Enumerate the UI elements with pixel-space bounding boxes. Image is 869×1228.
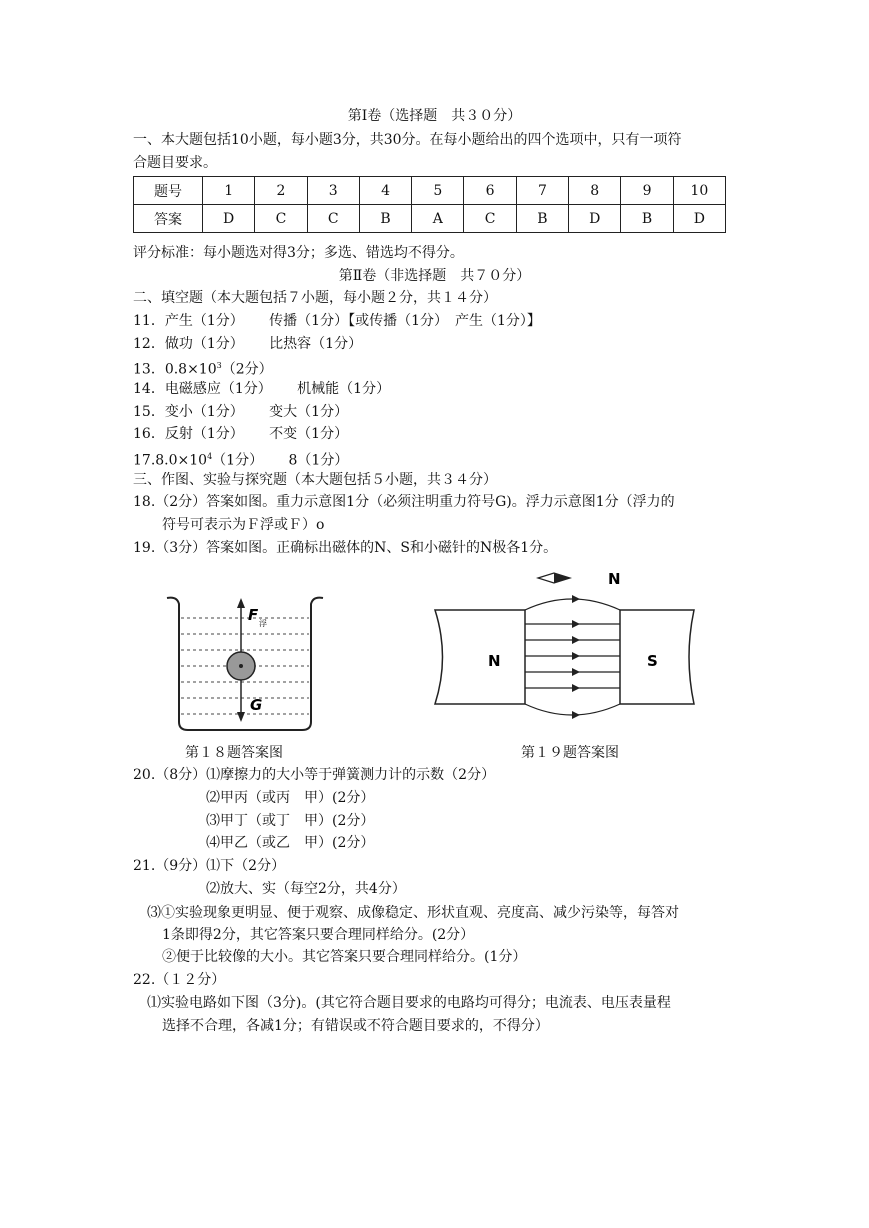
table-cell-answer: B (359, 205, 411, 233)
section2-heading: 二、填空题（本大题包括７小题，每小题２分，共１４分） (133, 290, 497, 306)
table-cell-number: 8 (569, 177, 621, 205)
label-buoyancy-sub: 浮 (259, 619, 267, 628)
table-cell-number: 1 (203, 177, 255, 205)
table-cell-answer: B (516, 205, 568, 233)
table-cell-answer: C (307, 205, 359, 233)
answer-q21-3b: 1条即得2分，其它答案只要合理同样给分。(2分） (162, 927, 475, 943)
answer-q19: 19.（3分）答案如图。正确标出磁体的N、S和小磁针的N极各1分。 (133, 540, 558, 556)
table-cell-number: 9 (621, 177, 673, 205)
answer-q16: 16．反射（1分） 不变（1分） (133, 426, 349, 442)
answer-q22-3: 选择不合理，各减1分；有错误或不符合题目要求的，不得分） (162, 1018, 549, 1034)
answer-q18-line1: 18.（2分）答案如图。重力示意图1分（必须注明重力符号G)。浮力示意图1分（浮力的 (133, 494, 675, 510)
table-cell-answer: D (203, 205, 255, 233)
answer-q15: 15．变小（1分） 变大（1分） (133, 404, 349, 420)
scoring-rule: 评分标准：每小题选对得3分；多选、错选均不得分。 (133, 245, 464, 261)
table-header-number: 题号 (134, 177, 203, 205)
answer-q20-4: ⑷甲乙（或乙 甲）(2分） (206, 835, 375, 851)
table-cell-answer: B (621, 205, 673, 233)
figure-18-beaker (162, 590, 332, 738)
label-gravity: G (250, 696, 263, 714)
answer-q21-1: 21.（9分）⑴下（2分） (133, 858, 286, 874)
table-row-numbers (134, 177, 726, 205)
answer-q14: 14．电磁感应（1分） 机械能（1分） (133, 381, 391, 397)
answer-q21-3a: ⑶①实验现象更明显、便于观察、成像稳定、形状直观、亮度高、减少污染等，每答对 (147, 905, 679, 921)
table-cell-answer: A (412, 205, 464, 233)
needle-n-label: N (608, 570, 621, 588)
section3-heading: 三、作图、实验与探究题（本大题包括５小题，共３４分） (133, 472, 497, 488)
table-cell-answer: C (464, 205, 516, 233)
table-cell-number: 2 (255, 177, 307, 205)
table-cell-number: 4 (359, 177, 411, 205)
answer-q21-3c: ②便于比较像的大小。其它答案只要合理同样给分。(1分） (162, 949, 527, 965)
magnet-s-label: S (647, 652, 658, 670)
magnet-n-label: N (488, 652, 501, 670)
part2-title: 第Ⅱ卷（非选择题 共７０分） (338, 268, 531, 284)
part1-instruction-line1: 一、本大题包括10小题，每小题3分，共30分。在每小题给出的四个选项中，只有一项符 (133, 132, 682, 148)
answer-q20-2: ⑵甲丙（或丙 甲）(2分） (206, 790, 375, 806)
answer-q22-2: ⑴实验电路如下图（3分)。(其它符合题目要求的电路均可得分；电流表、电压表量程 (147, 995, 671, 1011)
part1-instruction-line2: 合题目要求。 (133, 155, 217, 171)
table-cell-number: 3 (307, 177, 359, 205)
table-cell-number: 6 (464, 177, 516, 205)
answer-q21-2: ⑵放大、实（每空2分，共4分） (206, 881, 406, 897)
answer-q18-line2: 符号可表示为Ｆ浮或Ｆ）o (162, 517, 325, 533)
answer-q20-3: ⑶甲丁（或丁 甲）(2分） (206, 813, 375, 829)
answer-q22-1: 22.（１２分） (133, 972, 226, 988)
answer-q13: 13．$0.8\times 10^3(2$分） (133, 361, 273, 378)
figure-19-caption: 第１９题答案图 (521, 745, 619, 761)
table-cell-number: 10 (673, 177, 725, 205)
label-buoyancy: F (248, 606, 259, 624)
answer-q20-1: 20.（8分）⑴摩擦力的大小等于弹簧测力计的示数（2分） (133, 767, 496, 783)
table-cell-number: 5 (412, 177, 464, 205)
answer-table (133, 176, 726, 233)
table-cell-answer: D (569, 205, 621, 233)
figure-18-caption: 第１８题答案图 (185, 745, 283, 761)
answer-q12: 12．做功（1分） 比热容（1分） (133, 336, 363, 352)
table-cell-answer: C (255, 205, 307, 233)
table-cell-number: 7 (516, 177, 568, 205)
table-cell-answer: D (673, 205, 725, 233)
table-header-answer: 答案 (134, 205, 203, 233)
answer-q11: 11．产生（1分） 传播（1分）【或传播（1分） 产生（1分）】 (133, 313, 541, 329)
table-row-answers (134, 205, 726, 233)
part1-title: 第Ⅰ卷（选择题 共３０分） (347, 108, 522, 124)
answer-q17: $17.8.0\times 10^4(1$分） 8（1分） (133, 452, 349, 469)
figure-19-magnets (432, 566, 702, 734)
